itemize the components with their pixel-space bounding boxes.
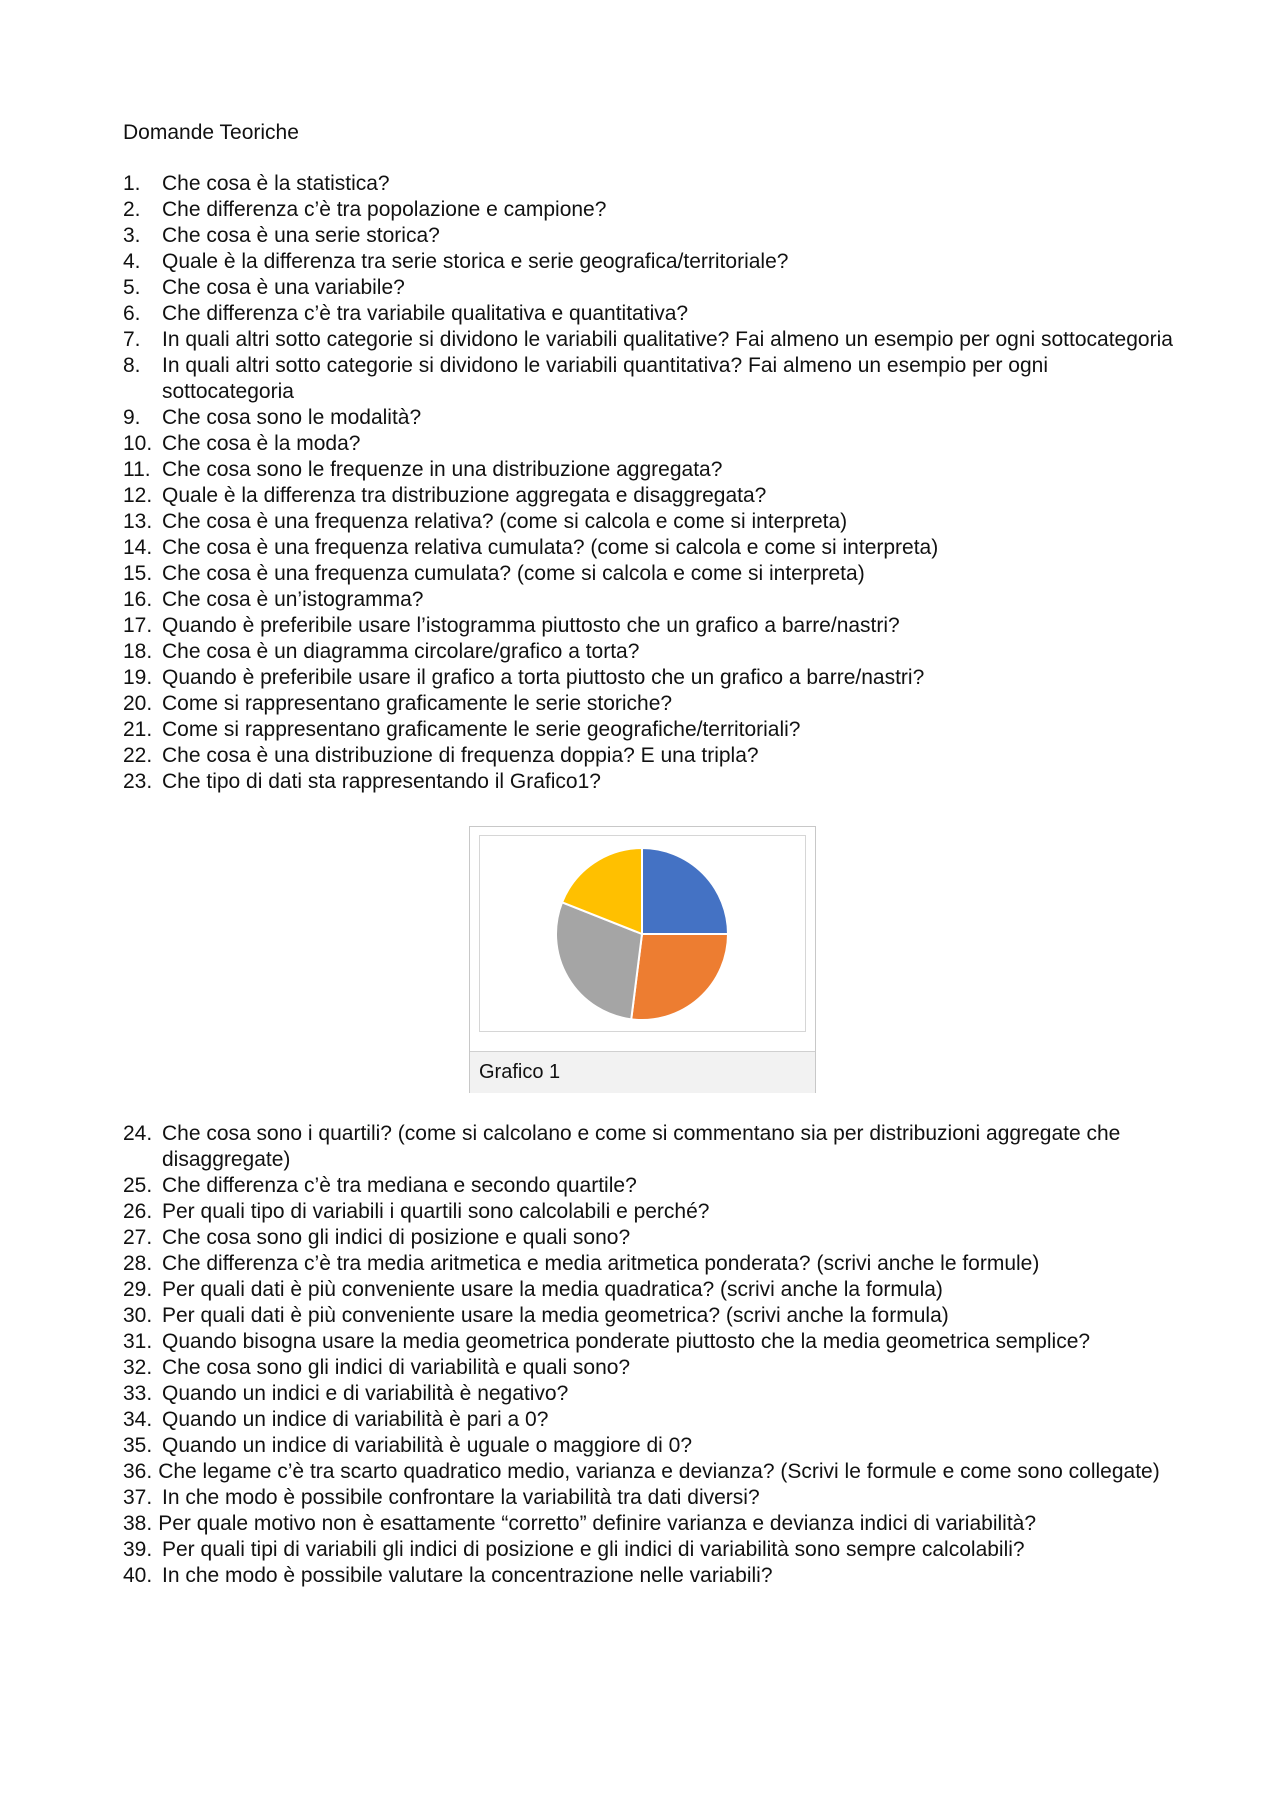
question-number: 3. — [123, 224, 141, 247]
question-item — [123, 301, 1183, 327]
question-text: Che cosa sono le frequenze in una distribuzione aggregata? — [162, 458, 723, 481]
question-text: Che differenza c’è tra mediana e secondo quartile? — [162, 1174, 637, 1197]
question-text: In che modo è possibile confrontare la variabilità tra dati diversi? — [162, 1486, 760, 1509]
pie-slice-1 — [642, 848, 728, 934]
question-number: 30. — [123, 1304, 153, 1327]
question-text: Per quali tipo di variabili i quartili sono calcolabili e perché? — [162, 1200, 710, 1223]
question-list-part2 — [123, 1121, 1183, 1589]
question-number: 4. — [123, 250, 141, 273]
question-number: 20. — [123, 692, 153, 715]
document-title: Domande Teoriche — [123, 121, 299, 144]
question-text: Quale è la differenza tra serie storica e serie geografica/territoriale? — [162, 250, 789, 273]
question-item — [123, 249, 1183, 275]
question-text: Che differenza c’è tra media aritmetica e media aritmetica ponderata? (scrivi anche le formule) — [162, 1252, 1040, 1275]
question-number: 11. — [123, 458, 151, 481]
question-item — [123, 639, 1183, 665]
question-item — [123, 665, 1183, 691]
question-item — [123, 691, 1183, 717]
question-number: 33. — [123, 1382, 153, 1405]
question-item — [123, 1511, 1183, 1537]
question-item — [123, 353, 1183, 405]
question-number: 23. — [123, 770, 153, 793]
question-number: 38. — [123, 1512, 153, 1535]
figure-grafico-1 — [469, 826, 816, 1093]
question-item — [123, 431, 1183, 457]
question-item — [123, 457, 1183, 483]
question-number: 19. — [123, 666, 153, 689]
question-item — [123, 1355, 1183, 1381]
question-text: Che cosa sono gli indici di variabilità e quali sono? — [162, 1356, 631, 1379]
question-item — [123, 1173, 1183, 1199]
question-number: 34. — [123, 1408, 153, 1431]
question-number: 2. — [123, 198, 141, 221]
question-number: 5. — [123, 276, 141, 299]
question-text: Che cosa è un’istogramma? — [162, 588, 424, 611]
question-item — [123, 1433, 1183, 1459]
question-number: 7. — [123, 328, 141, 351]
question-item — [123, 223, 1183, 249]
question-item — [123, 1407, 1183, 1433]
question-text: Che tipo di dati sta rappresentando il Grafico1? — [162, 770, 601, 793]
question-item — [123, 613, 1183, 639]
question-text: In quali altri sotto categorie si dividono le variabili qualitative? Fai almeno un esempio per ogni sottocategoria — [162, 328, 1173, 351]
question-text: Quando un indice di variabilità è uguale o maggiore di 0? — [162, 1434, 693, 1457]
question-text: Per quali dati è più conveniente usare la media quadratica? (scrivi anche la formula) — [162, 1278, 943, 1301]
question-text: Che cosa sono le modalità? — [162, 406, 422, 429]
question-number: 14. — [123, 536, 153, 559]
question-text: Che cosa è una serie storica? — [162, 224, 440, 247]
question-text: In che modo è possibile valutare la concentrazione nelle variabili? — [162, 1564, 773, 1587]
question-text: Che cosa è un diagramma circolare/grafico a torta? — [162, 640, 640, 663]
question-text: Che cosa è la statistica? — [162, 172, 390, 195]
question-text: Come si rappresentano graficamente le serie storiche? — [162, 692, 673, 715]
pie-chart-area — [479, 835, 806, 1032]
question-item — [123, 1563, 1183, 1589]
question-number: 35. — [123, 1434, 153, 1457]
question-text: Per quale motivo non è esattamente “corretto” definire varianza e devianza indici di variabilità? — [158, 1512, 1037, 1535]
question-item — [123, 1485, 1183, 1511]
question-item — [123, 743, 1183, 769]
question-number: 10. — [123, 432, 153, 455]
question-number: 25. — [123, 1174, 153, 1197]
question-text: Che cosa è la moda? — [162, 432, 361, 455]
question-number: 9. — [123, 406, 141, 429]
question-number: 39. — [123, 1538, 153, 1561]
question-number: 16. — [123, 588, 153, 611]
question-text: Che cosa è una variabile? — [162, 276, 405, 299]
question-number: 18. — [123, 640, 153, 663]
question-number: 21. — [123, 718, 153, 741]
question-item — [123, 1381, 1183, 1407]
question-item — [123, 1251, 1183, 1277]
question-number: 12. — [123, 484, 153, 507]
question-text: Che differenza c’è tra popolazione e campione? — [162, 198, 607, 221]
question-item — [123, 561, 1183, 587]
question-text: Come si rappresentano graficamente le serie geografiche/territoriali? — [162, 718, 801, 741]
question-item — [123, 275, 1183, 301]
question-item — [123, 1537, 1183, 1563]
question-text: Per quali tipi di variabili gli indici di posizione e gli indici di variabilità sono sempre calcolabili? — [162, 1538, 1025, 1561]
question-number: 31. — [123, 1330, 153, 1353]
question-number: 22. — [123, 744, 153, 767]
question-text: Che legame c’è tra scarto quadratico medio, varianza e devianza? (Scrivi le formule e come sono collegate) — [158, 1460, 1160, 1483]
question-number: 1. — [123, 172, 141, 195]
question-number: 28. — [123, 1252, 153, 1275]
question-number: 6. — [123, 302, 141, 325]
pie-chart — [480, 836, 805, 1031]
question-item — [123, 769, 1183, 795]
question-number: 36. — [123, 1460, 153, 1483]
question-text: Per quali dati è più conveniente usare la media geometrica? (scrivi anche la formula) — [162, 1304, 949, 1327]
question-text: Quale è la differenza tra distribuzione aggregata e disaggregata? — [162, 484, 767, 507]
question-text: Quando è preferibile usare il grafico a torta piuttosto che un grafico a barre/nastri? — [162, 666, 925, 689]
pie-slice-2 — [631, 934, 728, 1020]
question-text: Che cosa è una frequenza relativa cumulata? (come si calcola e come si interpreta) — [162, 536, 939, 559]
question-list-part1 — [123, 171, 1183, 795]
figure-caption: Grafico 1 — [470, 1051, 815, 1093]
question-text: In quali altri sotto categorie si dividono le variabili quantitativa? Fai almeno un esempio per ogni sottocategoria — [162, 354, 1049, 403]
question-text: Quando bisogna usare la media geometrica ponderate piuttosto che la media geometrica semplice? — [162, 1330, 1091, 1353]
question-item — [123, 197, 1183, 223]
question-number: 29. — [123, 1278, 153, 1301]
question-item — [123, 171, 1183, 197]
question-text: Che cosa è una frequenza cumulata? (come si calcola e come si interpreta) — [162, 562, 865, 585]
question-number: 32. — [123, 1356, 153, 1379]
question-number: 8. — [123, 354, 141, 377]
question-number: 27. — [123, 1226, 153, 1249]
question-text: Quando un indice di variabilità è pari a 0? — [162, 1408, 549, 1431]
question-item — [123, 717, 1183, 743]
question-number: 15. — [123, 562, 153, 585]
question-text: Che differenza c’è tra variabile qualitativa e quantitativa? — [162, 302, 689, 325]
question-text: Quando un indici e di variabilità è negativo? — [162, 1382, 569, 1405]
question-number: 40. — [123, 1564, 153, 1587]
question-item — [123, 1199, 1183, 1225]
question-item — [123, 1303, 1183, 1329]
question-item — [123, 327, 1183, 353]
question-item — [123, 1121, 1183, 1173]
question-item — [123, 405, 1183, 431]
question-item — [123, 587, 1183, 613]
question-item — [123, 483, 1183, 509]
question-text: Che cosa è una distribuzione di frequenza doppia? E una tripla? — [162, 744, 759, 767]
question-number: 37. — [123, 1486, 153, 1509]
question-number: 24. — [123, 1122, 153, 1145]
question-text: Quando è preferibile usare l’istogramma piuttosto che un grafico a barre/nastri? — [162, 614, 900, 637]
question-item — [123, 1277, 1183, 1303]
question-item — [123, 1225, 1183, 1251]
question-text: Che cosa sono i quartili? (come si calcolano e come si commentano sia per distribuzioni aggregate che disaggregate) — [162, 1122, 1121, 1171]
question-item — [123, 535, 1183, 561]
question-text: Che cosa sono gli indici di posizione e quali sono? — [162, 1226, 631, 1249]
question-number: 13. — [123, 510, 153, 533]
question-number: 26. — [123, 1200, 153, 1223]
question-item — [123, 1459, 1183, 1485]
question-text: Che cosa è una frequenza relativa? (come si calcola e come si interpreta) — [162, 510, 848, 533]
question-number: 17. — [123, 614, 153, 637]
question-item — [123, 1329, 1183, 1355]
question-item — [123, 509, 1183, 535]
